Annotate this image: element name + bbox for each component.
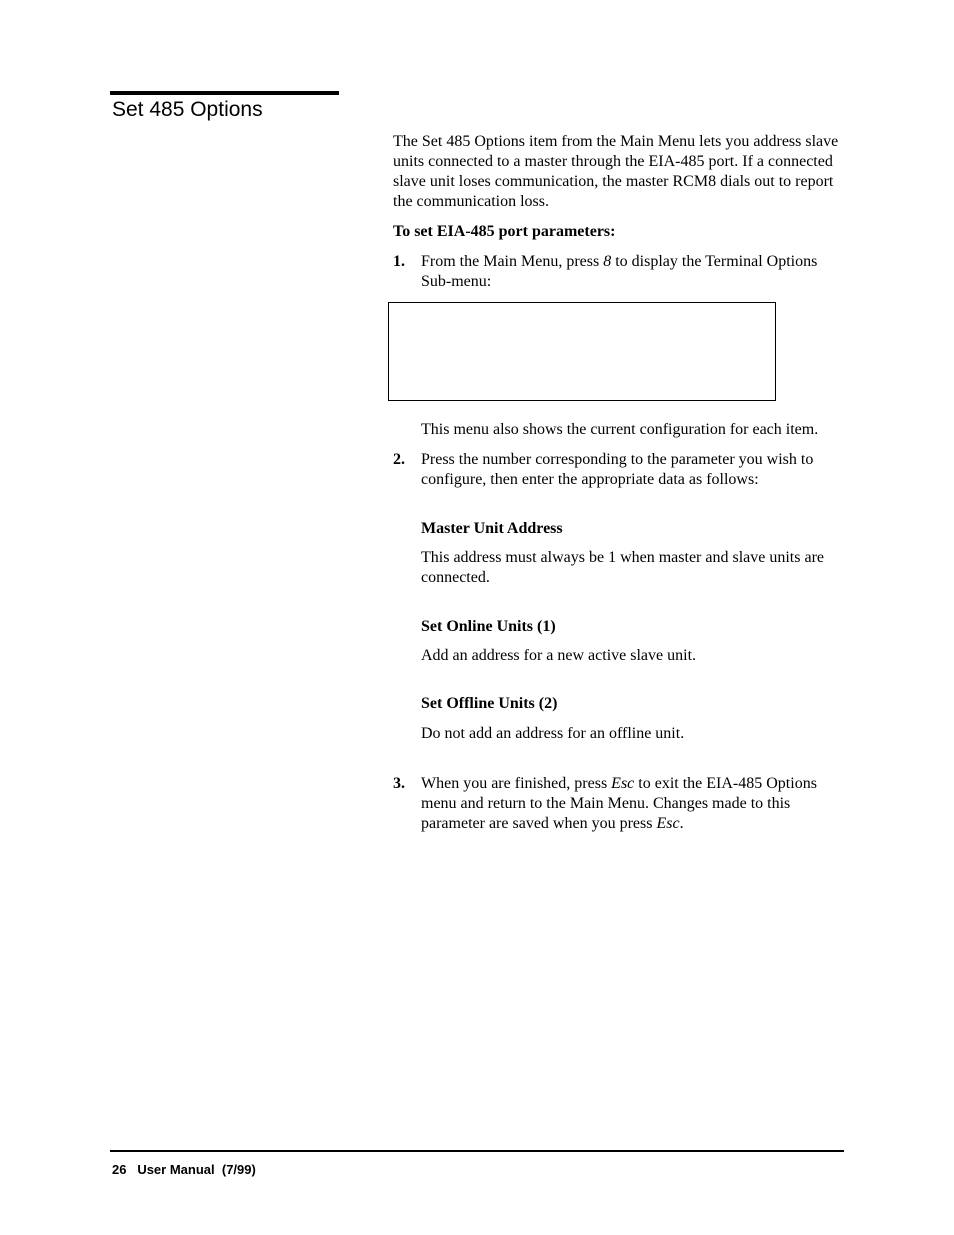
step-1	[393, 252, 843, 292]
parameter-title: Master Unit Address	[421, 520, 563, 537]
page-footer	[112, 1162, 256, 1178]
step-text: From the Main Menu, press 8 to display the Terminal Options Sub-menu:	[421, 253, 818, 290]
step-number: 1.	[393, 253, 405, 270]
step-text: Press the number corresponding to the parameter you wish to configure, then enter the appropriate data as follows:	[421, 451, 814, 488]
footer-doc-title: User Manual	[137, 1162, 215, 1177]
section-heading-rule	[110, 91, 339, 95]
footer-date: (7/99)	[221, 1162, 256, 1177]
key-esc: Esc	[611, 775, 635, 792]
parameter-list	[393, 519, 843, 744]
section-title: Set 485 Options	[112, 98, 263, 121]
parameter-title: Set Online Units (1)	[421, 618, 556, 635]
main-content	[393, 132, 843, 834]
page-number: 26	[112, 1162, 127, 1177]
footer-rule	[110, 1150, 844, 1152]
procedure-title: To set EIA-485 port parameters:	[393, 223, 616, 240]
step-number: 2.	[393, 451, 405, 468]
terminal-options-menu-box	[388, 302, 776, 401]
step-text: When you are finished, press Esc to exit the EIA-485 Options menu and return to the Main Menu. Changes made to this parameter are saved when you press Esc.	[421, 775, 817, 832]
key-8: 8	[603, 253, 612, 270]
parameter-description: Add an address for a new active slave unit.	[421, 647, 697, 664]
key-esc: Esc	[656, 815, 680, 832]
parameter-description: This address must always be 1 when master and slave units are connected.	[421, 549, 825, 586]
step-2	[393, 450, 843, 490]
parameter-title: Set Offline Units (2)	[421, 695, 558, 712]
parameter-description: Do not add an address for an offline unit.	[421, 725, 685, 742]
menu-note: This menu also shows the current configuration for each item.	[421, 421, 819, 438]
step-number: 3.	[393, 775, 405, 792]
intro-paragraph: The Set 485 Options item from the Main Menu lets you address slave units connected to a master through the EIA-485 port. If a connected slave unit loses communication, the master RCM8 dials out to report the communication loss.	[393, 133, 839, 210]
step-3	[393, 774, 843, 834]
